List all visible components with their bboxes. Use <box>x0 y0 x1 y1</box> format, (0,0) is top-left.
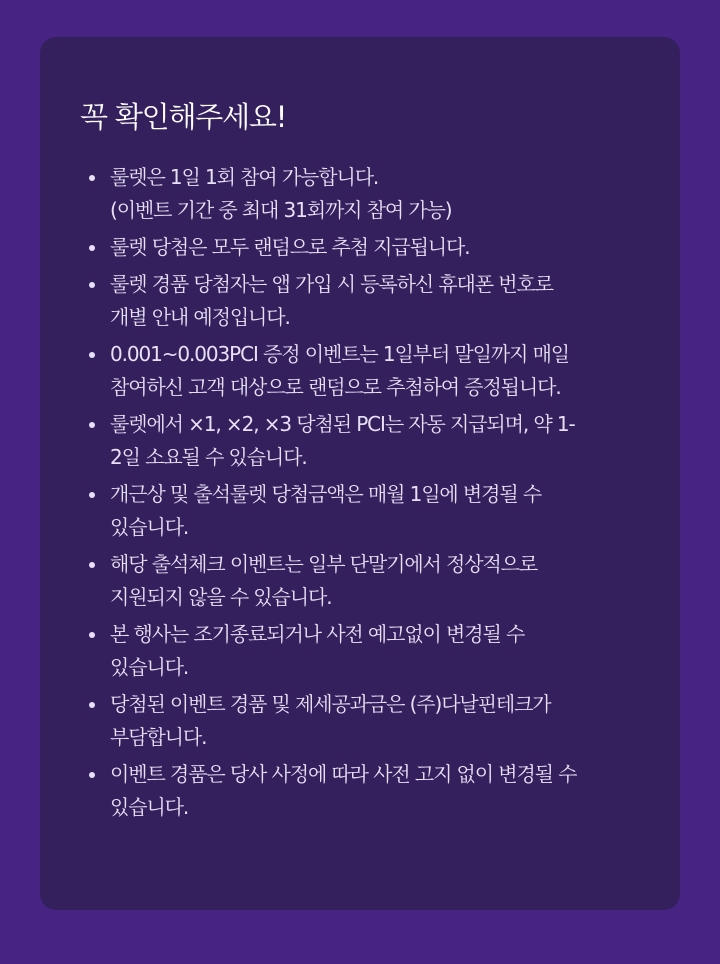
notice-item <box>80 161 680 227</box>
notice-item <box>80 688 680 754</box>
notice-item-line: 있습니다. <box>110 655 189 679</box>
bullet-icon <box>89 352 95 358</box>
bullet-icon <box>89 282 95 288</box>
notice-item-line: 룰렛에서 ×1, ×2, ×3 당첨된 PCI는 자동 지급되며, 약 1- <box>110 412 575 436</box>
notice-list <box>80 161 680 824</box>
notice-item-line: 룰렛 당첨은 모두 랜덤으로 추첨 지급됩니다. <box>110 235 470 259</box>
notice-item-line: 개별 안내 예정입니다. <box>110 305 290 329</box>
notice-card <box>40 37 680 910</box>
bullet-icon <box>89 245 95 251</box>
notice-item-line: 있습니다. <box>110 795 189 819</box>
notice-item <box>80 338 680 404</box>
notice-item-line: 지원되지 않을 수 있습니다. <box>110 585 332 609</box>
notice-item <box>80 548 680 614</box>
notice-item-line: 해당 출석체크 이벤트는 일부 단말기에서 정상적으로 <box>110 552 538 576</box>
notice-item <box>80 758 680 824</box>
notice-item <box>80 618 680 684</box>
notice-item-line: 부담합니다. <box>110 725 207 749</box>
notice-item <box>80 231 680 264</box>
bullet-icon <box>89 175 95 181</box>
notice-item-line: 참여하신 고객 대상으로 랜덤으로 추첨하여 증정됩니다. <box>110 375 561 399</box>
notice-item-line: 있습니다. <box>110 515 189 539</box>
bullet-icon <box>89 772 95 778</box>
bullet-icon <box>89 422 95 428</box>
bullet-icon <box>89 492 95 498</box>
notice-item-line: 0.001~0.003PCI 증정 이벤트는 1일부터 말일까지 매일 <box>110 342 570 366</box>
notice-item-line: 개근상 및 출석룰렛 당첨금액은 매월 1일에 변경될 수 <box>110 482 542 506</box>
notice-item-line: 룰렛 경품 당첨자는 앱 가입 시 등록하신 휴대폰 번호로 <box>110 272 553 296</box>
bullet-icon <box>89 702 95 708</box>
notice-item-line: 2일 소요될 수 있습니다. <box>110 445 307 469</box>
notice-item <box>80 408 680 474</box>
bullet-icon <box>89 562 95 568</box>
notice-title: 꼭 확인해주세요! <box>80 100 287 134</box>
notice-item <box>80 478 680 544</box>
notice-item-line: 룰렛은 1일 1회 참여 가능합니다. <box>110 165 379 189</box>
notice-item-line: 이벤트 경품은 당사 사정에 따라 사전 고지 없이 변경될 수 <box>110 762 577 786</box>
notice-item-line: 당첨된 이벤트 경품 및 제세공과금은 (주)다날핀테크가 <box>110 692 551 716</box>
bullet-icon <box>89 632 95 638</box>
notice-item-line: (이벤트 기간 중 최대 31회까지 참여 가능) <box>110 198 452 222</box>
notice-item <box>80 268 680 334</box>
notice-item-line: 본 행사는 조기종료되거나 사전 예고없이 변경될 수 <box>110 622 525 646</box>
